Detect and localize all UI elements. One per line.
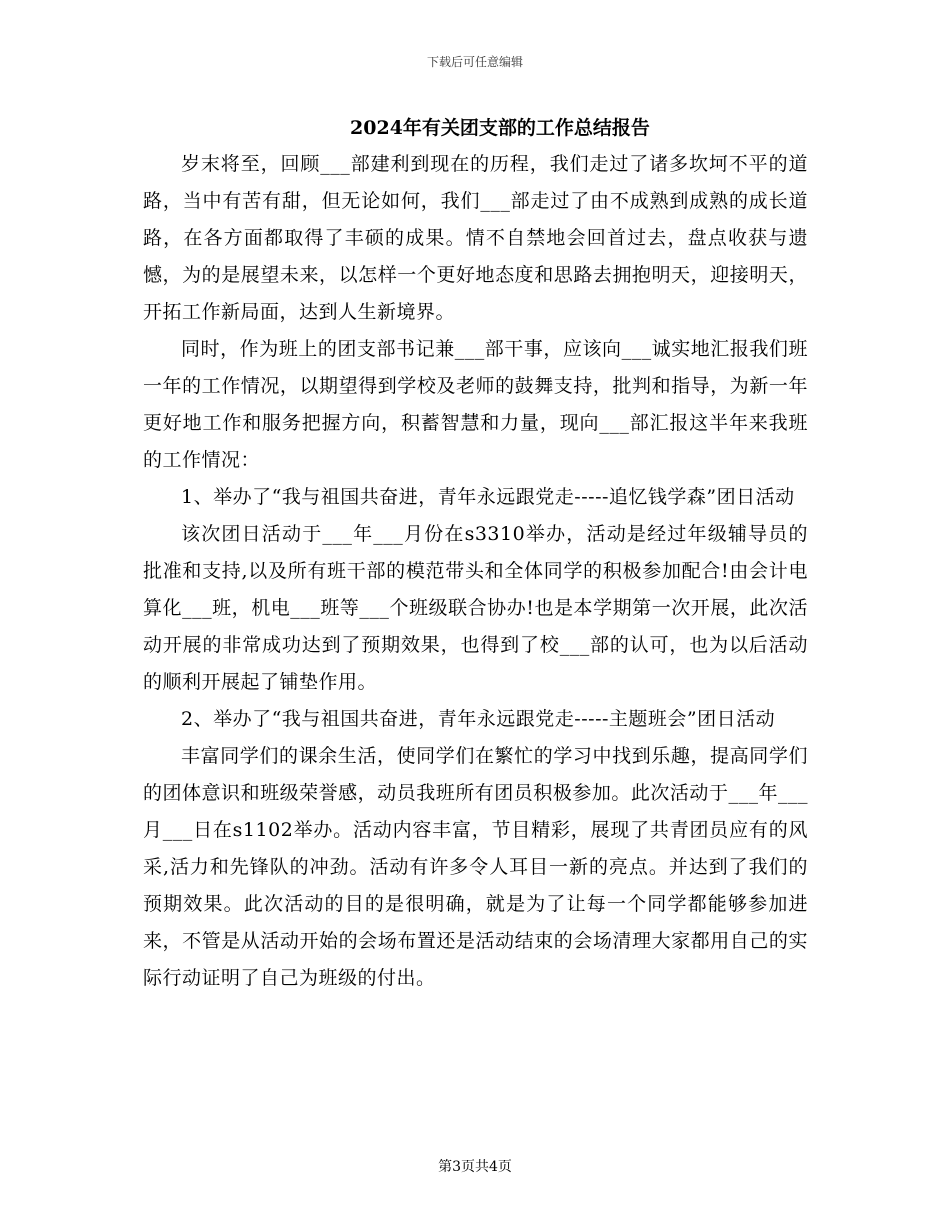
document-body: [143, 146, 808, 997]
paragraph-item-1-detail: 该次团日活动于___年___月份在s3310举办，活动是经过年级辅导员的批准和支持,以及所有班干部的模范带头和全体同学的积极参加配合!由会计电算化___班，机电___班等___个班级联合协办!也是本学期第一次开展，此次活动开展的非常成功达到了预期效果，也得到了校___部的认可，也为以后活动的顺利开展起了铺垫作用。: [143, 523, 808, 693]
page-number: 第3页共4页: [438, 1159, 512, 1175]
paragraph-item-2-detail: 丰富同学们的课余生活，使同学们在繁忙的学习中找到乐趣，提高同学们的团体意识和班级荣誉感，动员我班所有团员积极参加。此次活动于___年___月___日在s1102举办。活动内容丰富，节目精彩，展现了共青团员应有的风采,活力和先锋队的冲劲。活动有许多令人耳目一新的亮点。并达到了我们的预期效果。此次活动的目的是很明确，就是为了让每一个同学都能够参加进来，不管是从活动开始的会场布置还是活动结束的会场清理大家都用自己的实际行动证明了自己为班级的付出。: [143, 745, 808, 989]
header-note: 下载后可任意编辑: [426, 55, 523, 69]
paragraph-intro: 岁末将至，回顾___部建利到现在的历程，我们走过了诸多坎坷不平的道路，当中有苦有甜，但无论如何，我们___部走过了由不成熟到成熟的成长道路，在各方面都取得了丰硕的成果。情不自禁地会回首过去，盘点收获与遗憾，为的是展望未来，以怎样一个更好地态度和思路去拥抱明天，迎接明天，开拓工作新局面，达到人生新境界。: [143, 153, 808, 323]
paragraph-item-1-heading: 1、举办了“我与祖国共奋进，青年永远跟党走-----追忆钱学森”团日活动: [181, 486, 795, 508]
paragraph-report-context: 同时，作为班上的团支部书记兼___部干事，应该向___诚实地汇报我们班一年的工作情况，以期望得到学校及老师的鼓舞支持，批判和指导，为新一年更好地工作和服务把握方向，积蓄智慧和力量，现向___部汇报这半年来我班的工作情况：: [143, 338, 808, 471]
paragraph-item-2-heading: 2、举办了“我与祖国共奋进，青年永远跟党走-----主题班会”团日活动: [181, 708, 776, 730]
document-title: 2024年有关团支部的工作总结报告: [350, 117, 650, 139]
